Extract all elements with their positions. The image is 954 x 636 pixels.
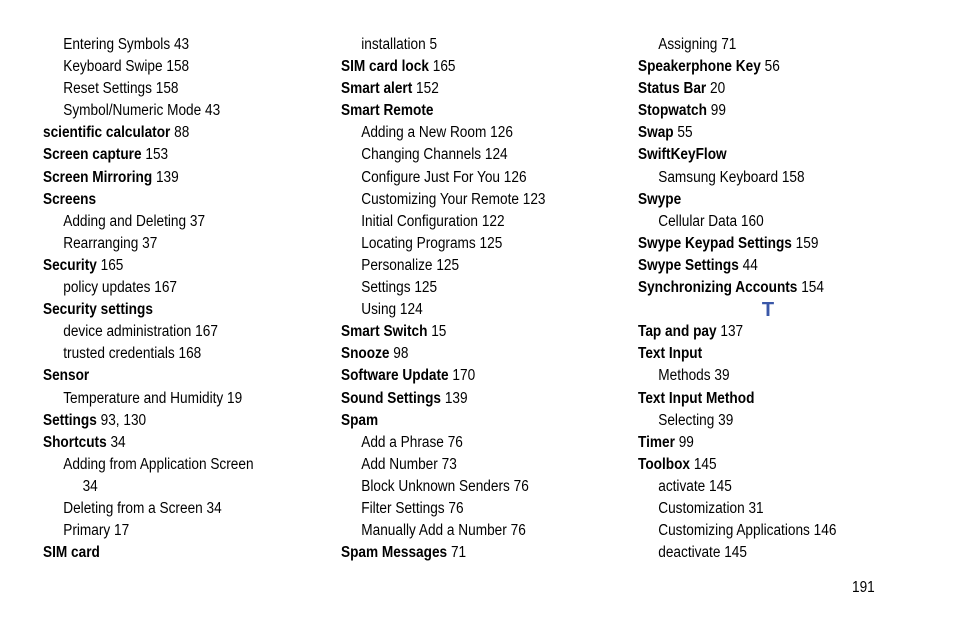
- index-term: 34: [82, 477, 98, 495]
- index-entry: [638, 432, 884, 454]
- page-reference[interactable]: 125: [436, 256, 460, 274]
- index-entry: [638, 321, 884, 343]
- index-term: Adding and Deleting: [63, 212, 187, 230]
- index-term: SIM card: [43, 544, 100, 562]
- index-entry: [638, 277, 884, 299]
- page-reference[interactable]: 43: [205, 102, 221, 120]
- index-entry: [638, 78, 884, 100]
- index-entry: [43, 189, 289, 211]
- index-entry: [43, 167, 289, 189]
- index-entry: [341, 410, 587, 432]
- page-reference[interactable]: 123: [522, 190, 546, 208]
- page-reference[interactable]: 165: [432, 58, 456, 76]
- index-subentry: [43, 277, 289, 299]
- index-term: Customizing Applications: [658, 522, 810, 540]
- index-subentry: [638, 520, 884, 542]
- index-term: SwiftKeyFlow: [638, 146, 727, 164]
- index-term: Symbol/Numeric Mode: [63, 102, 202, 120]
- index-term: Locating Programs: [361, 234, 476, 252]
- index-entry: [638, 233, 884, 255]
- page-reference[interactable]: 170: [452, 367, 476, 385]
- page-reference[interactable]: 154: [801, 279, 824, 297]
- page-reference[interactable]: 56: [764, 58, 780, 76]
- page-reference[interactable]: 71: [450, 544, 467, 562]
- page-reference[interactable]: 34: [110, 433, 126, 451]
- index-term: SIM card lock: [341, 58, 429, 76]
- page-reference[interactable]: 43: [173, 36, 190, 53]
- index-entry: [43, 432, 289, 454]
- index-entry: [341, 542, 587, 564]
- index-term: Customization: [658, 499, 745, 517]
- index-term: Speakerphone Key: [638, 58, 761, 76]
- index-entry: [638, 122, 884, 144]
- index-subentry: [638, 167, 884, 189]
- page-reference[interactable]: 39: [718, 411, 734, 429]
- page-reference[interactable]: 126: [490, 124, 513, 142]
- index-term: Rearranging: [63, 234, 139, 252]
- index-term: Security: [43, 256, 97, 274]
- index-subentry: [43, 233, 289, 255]
- index-term: Screens: [43, 190, 97, 208]
- index-subentry: [638, 498, 884, 520]
- index-term: Temperature and Humidity: [63, 389, 224, 407]
- index-entry: [341, 100, 587, 122]
- index-term: Toolbox: [638, 455, 691, 473]
- index-term: Tap and pay: [638, 323, 717, 341]
- index-subentry: [638, 542, 884, 564]
- index-term: Swype Keypad Settings: [638, 234, 792, 252]
- index-subentry: [43, 321, 289, 343]
- index-subentry: [43, 388, 289, 410]
- index-term: Cellular Data: [658, 212, 738, 230]
- index-term: Screen capture: [43, 146, 142, 164]
- index-term: Changing Channels: [361, 146, 482, 164]
- index-subentry: [341, 34, 587, 56]
- index-term: Swype: [638, 190, 682, 208]
- page-reference[interactable]: 160: [740, 212, 764, 230]
- index-term: Sensor: [43, 367, 90, 385]
- index-subentry: [43, 343, 289, 365]
- index-term: Security settings: [43, 301, 153, 319]
- index-term: Screen Mirroring: [43, 168, 153, 186]
- index-term: Status Bar: [638, 80, 707, 98]
- page-reference[interactable]: 165: [100, 256, 124, 274]
- index-term: Swap: [638, 124, 674, 142]
- page-reference[interactable]: 15: [431, 323, 447, 341]
- index-term: Using: [361, 301, 397, 319]
- index-term: installation: [361, 36, 426, 53]
- page-reference[interactable]: 37: [142, 234, 158, 252]
- page-reference[interactable]: 159: [795, 234, 819, 252]
- index-subentry: [638, 34, 884, 56]
- index-term: Snooze: [341, 345, 390, 363]
- index-subentry: [638, 365, 884, 387]
- page-reference[interactable]: 158: [781, 168, 805, 186]
- page-reference[interactable]: 167: [154, 279, 178, 297]
- page-reference[interactable]: 5: [429, 36, 438, 53]
- index-term: Samsung Keyboard: [658, 168, 779, 186]
- page-reference[interactable]: 31: [748, 499, 764, 517]
- index-term: Methods: [658, 367, 711, 385]
- index-subentry: [43, 211, 289, 233]
- index-subentry: [638, 211, 884, 233]
- index-term: Entering Symbols: [63, 36, 171, 53]
- index-term: Spam Messages: [341, 544, 448, 562]
- index-entry: [43, 410, 289, 432]
- index-term: activate: [658, 477, 706, 495]
- index-entry: [638, 56, 884, 78]
- index-term: Adding from Application Screen: [63, 455, 254, 473]
- index-subentry: [341, 211, 587, 233]
- index-term: Sound Settings: [341, 389, 442, 407]
- index-term: trusted credentials: [63, 345, 175, 363]
- index-subentry: [341, 233, 587, 255]
- page-reference[interactable]: 146: [813, 522, 837, 540]
- page-reference[interactable]: 55: [677, 124, 693, 142]
- index-term: Add Number: [361, 455, 438, 473]
- page-reference[interactable]: 20: [710, 80, 726, 98]
- page-reference[interactable]: 122: [481, 212, 505, 230]
- page-reference[interactable]: 158: [155, 80, 179, 98]
- index-entry: [43, 542, 289, 564]
- page-reference[interactable]: 44: [742, 256, 758, 274]
- index-subentry: [638, 410, 884, 432]
- index-entry: [638, 343, 884, 365]
- index-subentry: [341, 167, 587, 189]
- index-entry: [341, 388, 587, 410]
- index-column-1: [43, 34, 323, 564]
- index-subentry: [341, 277, 587, 299]
- page-reference[interactable]: 76: [513, 477, 529, 495]
- page-reference[interactable]: 99: [678, 433, 694, 451]
- index-term: Spam: [341, 411, 379, 429]
- page-reference[interactable]: 153: [145, 146, 169, 164]
- index-term: Deleting from a Screen: [63, 499, 203, 517]
- page-reference[interactable]: 76: [510, 522, 526, 540]
- page-reference[interactable]: 152: [416, 80, 439, 98]
- index-term: Manually Add a Number: [361, 522, 507, 540]
- index-subentry: [43, 454, 289, 476]
- index-term: Timer: [638, 433, 675, 451]
- index-term: Settings: [361, 279, 411, 297]
- index-subentry: [43, 34, 289, 56]
- index-entry: [638, 255, 884, 277]
- index-term: device administration: [63, 323, 192, 341]
- index-term: Smart Remote: [341, 102, 434, 120]
- index-subentry: [341, 299, 587, 321]
- page-reference[interactable]: 139: [444, 389, 468, 407]
- index-subentry: [341, 144, 587, 166]
- index-term: Shortcuts: [43, 433, 107, 451]
- index-subentry: [43, 56, 289, 78]
- index-subentry: [43, 78, 289, 100]
- page-reference[interactable]: 126: [503, 168, 527, 186]
- index-term: Smart alert: [341, 80, 413, 98]
- index-term: Personalize: [361, 256, 433, 274]
- page-reference[interactable]: 34: [206, 499, 222, 517]
- page-reference[interactable]: 88: [174, 124, 190, 142]
- page-reference[interactable]: 73: [441, 455, 457, 473]
- page-reference[interactable]: 124: [399, 301, 423, 319]
- index-entry: [43, 365, 289, 387]
- index-entry: [43, 255, 289, 277]
- page-reference[interactable]: 139: [155, 168, 179, 186]
- index-entry: [638, 144, 884, 166]
- page-reference[interactable]: 145: [724, 544, 747, 562]
- index-term: policy updates: [63, 279, 151, 297]
- page-reference[interactable]: 17: [114, 522, 130, 540]
- index-term: Keyboard Swipe: [63, 58, 163, 76]
- page-reference[interactable]: 98: [393, 345, 409, 363]
- index-term: Settings: [43, 411, 97, 429]
- index-entry: [638, 388, 884, 410]
- index-term: deactivate: [658, 544, 721, 562]
- page-reference[interactable]: 145: [693, 455, 717, 473]
- page-reference[interactable]: 19: [227, 389, 243, 407]
- index-term: Add a Phrase: [361, 433, 444, 451]
- page-reference[interactable]: 76: [448, 499, 464, 517]
- page-reference[interactable]: 93, 130: [100, 411, 147, 429]
- page-reference[interactable]: 145: [709, 477, 732, 495]
- index-subentry: [43, 498, 289, 520]
- index-term: Synchronizing Accounts: [638, 279, 798, 297]
- index-term: Customizing Your Remote: [361, 190, 519, 208]
- index-entry: [341, 56, 587, 78]
- index-entry: [638, 454, 884, 476]
- index-subentry: [43, 520, 289, 542]
- index-entry: [638, 100, 884, 122]
- index-subentry: [341, 454, 587, 476]
- index-entry: [341, 78, 587, 100]
- index-term: Swype Settings: [638, 256, 739, 274]
- index-term: Text Input: [638, 345, 703, 363]
- index-term: Initial Configuration: [361, 212, 479, 230]
- index-term: Smart Switch: [341, 323, 428, 341]
- index-term: Primary: [63, 522, 111, 540]
- index-entry: [341, 321, 587, 343]
- page-reference[interactable]: 168: [178, 345, 202, 363]
- index-term: Stopwatch: [638, 102, 707, 120]
- index-subentry: [341, 189, 587, 211]
- index-subentry: [638, 476, 884, 498]
- index-term: Text Input Method: [638, 389, 755, 407]
- page-reference[interactable]: 167: [195, 323, 218, 341]
- index-subentry: [341, 255, 587, 277]
- index-term: Configure Just For You: [361, 168, 501, 186]
- index-term: scientific calculator: [43, 124, 171, 142]
- index-term: Assigning: [658, 36, 718, 53]
- index-entry: [43, 122, 289, 144]
- index-subentry: [43, 100, 289, 122]
- index-subentry: [341, 498, 587, 520]
- index-term: Filter Settings: [361, 499, 445, 517]
- index-entry: [638, 189, 884, 211]
- index-term: Block Unknown Senders: [361, 477, 510, 495]
- index-term: Adding a New Room: [361, 124, 487, 142]
- index-subentry: [341, 476, 587, 498]
- index-column-2: [341, 34, 621, 564]
- index-subentry: [341, 432, 587, 454]
- index-term: Reset Settings: [63, 80, 152, 98]
- page-reference[interactable]: 76: [447, 433, 463, 451]
- page-reference[interactable]: 71: [721, 36, 737, 53]
- index-term: Software Update: [341, 367, 449, 385]
- index-entry: [341, 365, 587, 387]
- page-reference[interactable]: 37: [189, 212, 206, 230]
- index-subentry: [341, 122, 587, 144]
- index-continuation: [43, 476, 289, 498]
- page-reference[interactable]: 137: [720, 323, 744, 341]
- page-reference[interactable]: 39: [714, 367, 730, 385]
- index-entry: [43, 299, 289, 321]
- index-column-3: [638, 34, 918, 564]
- page-reference[interactable]: 125: [479, 234, 503, 252]
- page-reference[interactable]: 99: [710, 102, 726, 120]
- page-number: 191: [852, 579, 875, 596]
- index-entry: [43, 144, 289, 166]
- page-reference[interactable]: 158: [166, 58, 190, 76]
- letter-heading: T: [761, 299, 775, 322]
- index-entry: [341, 343, 587, 365]
- index-subentry: [341, 520, 587, 542]
- page-reference[interactable]: 125: [414, 279, 438, 297]
- index-term: Selecting: [658, 411, 715, 429]
- page-reference[interactable]: 124: [484, 146, 508, 164]
